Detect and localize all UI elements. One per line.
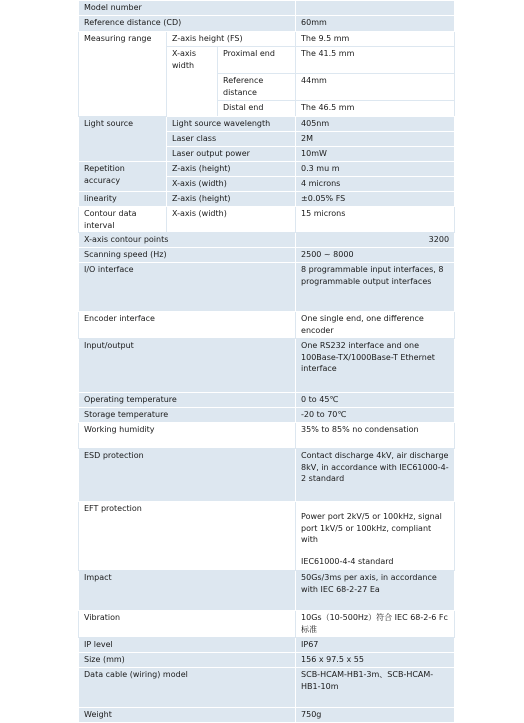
measuring-range-label: Measuring range (79, 32, 167, 117)
storage-temp-value: -20 to 70℃ (296, 408, 455, 423)
row-contour-points (79, 233, 455, 248)
cable-label: Data cable (wiring) model (79, 668, 296, 708)
row-model (79, 1, 455, 16)
eft-value-cell (296, 502, 455, 571)
row-z-height (79, 32, 455, 47)
wavelength-label: Light source wavelength (167, 117, 296, 132)
row-weight (79, 708, 455, 723)
spec-table (78, 0, 455, 723)
row-impact (79, 571, 455, 611)
contour-interval-label: Contour data interval (79, 207, 167, 233)
row-storage-temp (79, 408, 455, 423)
proximal-label: Proximal end (218, 47, 296, 74)
weight-label: Weight (79, 708, 296, 723)
wavelength-value: 405nm (296, 117, 455, 132)
ref-distance-label: Reference distance (CD) (79, 16, 296, 32)
esd-value: Contact discharge 4kV, air discharge 8kV, in accordance with IEC61000-4-2 standard (296, 449, 455, 502)
eft-label: EFT protection (79, 502, 296, 571)
row-eft (79, 502, 455, 571)
scan-speed-value: 2500 ~ 8000 (296, 248, 455, 263)
impact-value: 50Gs/3ms per axis, in accordance with IEC 68-2-27 Ea (296, 571, 455, 611)
row-vibration (79, 611, 455, 638)
row-esd (79, 449, 455, 502)
row-ref-distance (79, 16, 455, 32)
ip-label: IP level (79, 638, 296, 653)
repetition-z-label: Z-axis (height) (167, 162, 296, 177)
reference-label: Reference distance (218, 74, 296, 101)
row-scan-speed (79, 248, 455, 263)
esd-label: ESD protection (79, 449, 296, 502)
repetition-label: Repetition accuracy (79, 162, 167, 192)
size-value: 156 x 97.5 x 55 (296, 653, 455, 668)
linearity-label: linearity (79, 192, 167, 207)
ref-distance-value: 60mm (296, 16, 455, 32)
row-contour-interval (79, 207, 455, 233)
row-op-temp (79, 393, 455, 408)
repetition-z-value: 0.3 mu m (296, 162, 455, 177)
row-cable (79, 668, 455, 708)
ip-value: IP67 (296, 638, 455, 653)
row-linearity (79, 192, 455, 207)
storage-temp-label: Storage temperature (79, 408, 296, 423)
distal-label: Distal end (218, 101, 296, 117)
humidity-label: Working humidity (79, 423, 296, 449)
proximal-value: The 41.5 mm (296, 47, 455, 74)
row-encoder (79, 312, 455, 339)
size-label: Size (mm) (79, 653, 296, 668)
op-temp-value: 0 to 45℃ (296, 393, 455, 408)
weight-value: 750g (296, 708, 455, 723)
row-size (79, 653, 455, 668)
input-output-value: One RS232 interface and one 100Base-TX/1000Base-T Ethernet interface (296, 339, 455, 393)
row-wavelength (79, 117, 455, 132)
row-repetition-z (79, 162, 455, 177)
output-power-value: 10mW (296, 147, 455, 162)
laser-class-label: Laser class (167, 132, 296, 147)
light-source-label: Light source (79, 117, 167, 162)
eft-value: Power port 2kV/5 or 100kHz, signal port 1kV/5 or 100kHz, compliant with (301, 512, 442, 544)
humidity-value: 35% to 85% no condensation (296, 423, 455, 449)
model-value (296, 1, 455, 16)
contour-interval-sub: X-axis (width) (167, 207, 296, 233)
output-power-label: Laser output power (167, 147, 296, 162)
row-io (79, 263, 455, 312)
z-height-label: Z-axis height (FS) (167, 32, 296, 47)
input-output-label: Input/output (79, 339, 296, 393)
impact-label: Impact (79, 571, 296, 611)
row-input-output (79, 339, 455, 393)
row-humidity (79, 423, 455, 449)
contour-points-value: 3200 (296, 233, 455, 248)
laser-class-value: 2M (296, 132, 455, 147)
op-temp-label: Operating temperature (79, 393, 296, 408)
encoder-label: Encoder interface (79, 312, 296, 339)
cable-value: SCB-HCAM-HB1-3m、SCB-HCAM-HB1-10m (296, 668, 455, 708)
repetition-x-label: X-axis (width) (167, 177, 296, 192)
io-label: I/O interface (79, 263, 296, 312)
linearity-sub: Z-axis (height) (167, 192, 296, 207)
io-value: 8 programmable input interfaces, 8 programmable output interfaces (296, 263, 455, 312)
model-label: Model number (79, 1, 296, 16)
encoder-value: One single end, one difference encoder (296, 312, 455, 339)
reference-value: 44mm (296, 74, 455, 101)
repetition-x-value: 4 microns (296, 177, 455, 192)
eft-value-2: IEC61000-4-4 standard (301, 556, 394, 566)
vibration-value: 10Gs（10-500Hz）符合 IEC 68-2-6 Fc标准 (296, 611, 455, 638)
z-height-value: The 9.5 mm (296, 32, 455, 47)
linearity-value: ±0.05% FS (296, 192, 455, 207)
row-ip (79, 638, 455, 653)
x-width-label: X-axis width (167, 47, 218, 117)
contour-points-label: X-axis contour points (79, 233, 296, 248)
contour-interval-value: 15 microns (296, 207, 455, 233)
distal-value: The 46.5 mm (296, 101, 455, 117)
scan-speed-label: Scanning speed (Hz) (79, 248, 296, 263)
vibration-label: Vibration (79, 611, 296, 638)
